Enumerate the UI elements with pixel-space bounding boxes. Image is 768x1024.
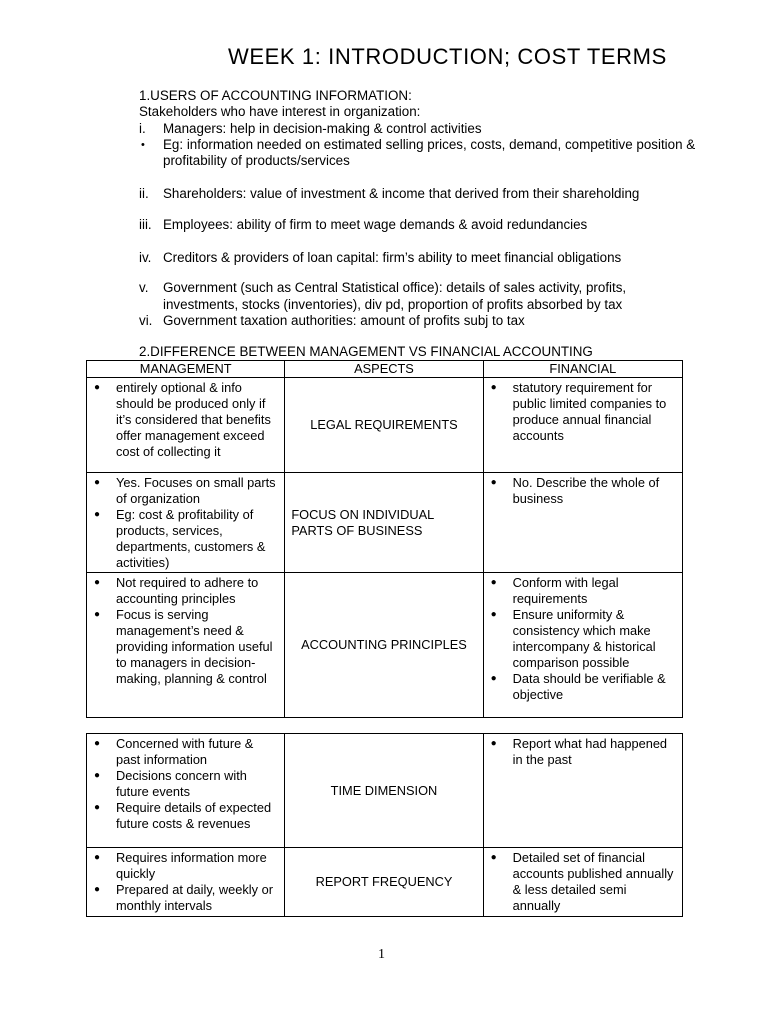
table-row — [87, 473, 683, 573]
table-row — [87, 734, 683, 848]
management-cell — [87, 473, 285, 573]
financial-cell — [483, 848, 682, 917]
bullet-item — [87, 607, 278, 687]
bullet-item — [484, 607, 676, 671]
table-row — [87, 848, 683, 917]
bullet-item — [87, 850, 278, 882]
aspect-cell: REPORT FREQUENCY — [285, 848, 483, 917]
list-item — [139, 250, 699, 266]
bullet-icon: • — [141, 138, 145, 151]
page-number: 1 — [378, 947, 385, 962]
bullet-item — [484, 380, 676, 444]
aspect-cell: TIME DIMENSION — [285, 734, 483, 848]
financial-cell — [483, 473, 682, 573]
bullet-icon: ● — [94, 883, 101, 895]
bullet-icon: ● — [94, 382, 101, 393]
bullet-icon: ● — [94, 508, 101, 520]
bullet-item — [484, 575, 676, 607]
table-header-row — [87, 361, 683, 378]
bullet-icon: ● — [490, 609, 497, 621]
bullet-icon: ● — [490, 738, 497, 749]
bullet-item — [484, 475, 676, 507]
list-marker: iv. — [139, 250, 152, 266]
management-cell — [87, 848, 285, 917]
page-title: WEEK 1: INTRODUCTION; COST TERMS — [228, 44, 667, 69]
list-item — [139, 217, 699, 233]
cell-text: Prepared at daily, weekly or monthly intervals — [116, 881, 273, 913]
list-item — [139, 121, 699, 137]
comparison-table-continued — [86, 733, 683, 917]
bullet-item — [484, 671, 676, 703]
bullet-icon: ● — [490, 852, 497, 863]
bullet-icon: ● — [490, 577, 497, 589]
list-item — [139, 280, 699, 313]
column-header: FINANCIAL — [483, 361, 682, 378]
management-cell — [87, 378, 285, 473]
cell-text: No. Describe the whole of business — [512, 475, 660, 506]
financial-cell — [483, 378, 682, 473]
cell-text: Eg: cost & profitability of products, services, departments, customers & activities) — [116, 506, 266, 570]
cell-text: Detailed set of financial accounts published annually & less detailed semi annually — [512, 850, 674, 913]
cell-text: Decisions concern with future events — [116, 767, 247, 799]
list-item-text: Shareholders: value of investment & income that derived from their shareholding — [163, 186, 640, 202]
cell-text: Data should be verifiable & objective — [512, 670, 666, 702]
management-cell — [87, 734, 285, 848]
list-item-text: Eg: information needed on estimated selling prices, costs, demand, competitive position & profitability of products/services — [163, 136, 696, 169]
aspect-cell: FOCUS ON INDIVIDUAL PARTS OF BUSINESS — [285, 473, 483, 573]
bullet-icon: ● — [490, 672, 497, 684]
cell-text: Requires information more quickly — [116, 850, 267, 881]
financial-cell — [483, 573, 682, 718]
section-heading: 1.USERS OF ACCOUNTING INFORMATION: — [139, 88, 412, 103]
list-item — [139, 313, 699, 329]
list-marker: vi. — [139, 312, 153, 328]
section-intro: Stakeholders who have interest in organization: — [139, 104, 421, 120]
bullet-item — [87, 882, 278, 914]
bullet-icon: ● — [94, 577, 101, 589]
bullet-item — [87, 736, 278, 768]
bullet-icon: ● — [94, 769, 101, 781]
bullet-icon: ● — [94, 852, 101, 863]
list-item-text: Creditors & providers of loan capital: firm’s ability to meet financial obligations — [163, 250, 622, 266]
list-marker: v. — [139, 280, 149, 296]
cell-text: Not required to adhere to accounting principles — [116, 575, 259, 607]
bullet-icon: ● — [94, 477, 101, 488]
cell-text: Require details of expected future costs & revenues — [116, 799, 272, 831]
users-section — [139, 88, 699, 329]
financial-cell — [483, 734, 682, 848]
cell-text: Focus is serving management’s need & providing information useful to managers in decision-making, planning & control — [116, 607, 273, 686]
bullet-item — [87, 380, 278, 460]
bullet-icon: ● — [490, 477, 497, 488]
bullet-icon: ● — [94, 609, 101, 621]
bullet-item — [87, 575, 278, 607]
section-heading: 2.DIFFERENCE BETWEEN MANAGEMENT VS FINANCIAL ACCOUNTING — [139, 344, 593, 359]
list-item-text: Employees: ability of firm to meet wage demands & avoid redundancies — [163, 216, 588, 232]
bullet-icon: ● — [94, 738, 101, 749]
list-marker: i. — [139, 120, 146, 136]
bullet-item — [484, 850, 676, 914]
list-item-text: Managers: help in decision-making & control activities — [163, 120, 482, 136]
column-header: MANAGEMENT — [87, 361, 285, 378]
cell-text: Conform with legal requirements — [512, 575, 619, 607]
cell-text: Report what had happened in the past — [512, 736, 668, 767]
bullet-item — [484, 736, 676, 768]
bullet-item — [87, 475, 278, 507]
table-row — [87, 573, 683, 718]
cell-text: statutory requirement for public limited companies to produce annual financial accounts — [512, 380, 667, 443]
aspect-cell: LEGAL REQUIREMENTS — [285, 378, 483, 473]
list-item-text: Government taxation authorities: amount of profits subj to tax — [163, 312, 525, 328]
column-header: ASPECTS — [285, 361, 483, 378]
cell-text: Ensure uniformity & consistency which make intercompany & historical comparison possible — [512, 607, 656, 670]
list-item-text: Government (such as Central Statistical office): details of sales activity, profits, investments, stocks (inventories), div pd, proportion of profits absorbed by tax — [163, 280, 627, 312]
list-marker: ii. — [139, 186, 149, 202]
bullet-icon: ● — [490, 382, 497, 393]
comparison-table — [86, 360, 683, 718]
list-marker: iii. — [139, 216, 152, 232]
cell-text: Concerned with future & past information — [116, 736, 254, 767]
bullet-icon: ● — [94, 801, 101, 813]
bullet-item — [87, 507, 278, 571]
bullet-item — [87, 800, 278, 832]
management-cell — [87, 573, 285, 718]
bullet-item — [87, 768, 278, 800]
table-row — [87, 378, 683, 473]
list-item — [139, 186, 699, 202]
cell-text: Yes. Focuses on small parts of organization — [116, 475, 276, 506]
aspect-cell: ACCOUNTING PRINCIPLES — [285, 573, 483, 718]
list-item — [139, 137, 699, 170]
cell-text: entirely optional & info should be produced only if it’s considered that benefits offer management exceed cost of collecting it — [116, 380, 271, 459]
